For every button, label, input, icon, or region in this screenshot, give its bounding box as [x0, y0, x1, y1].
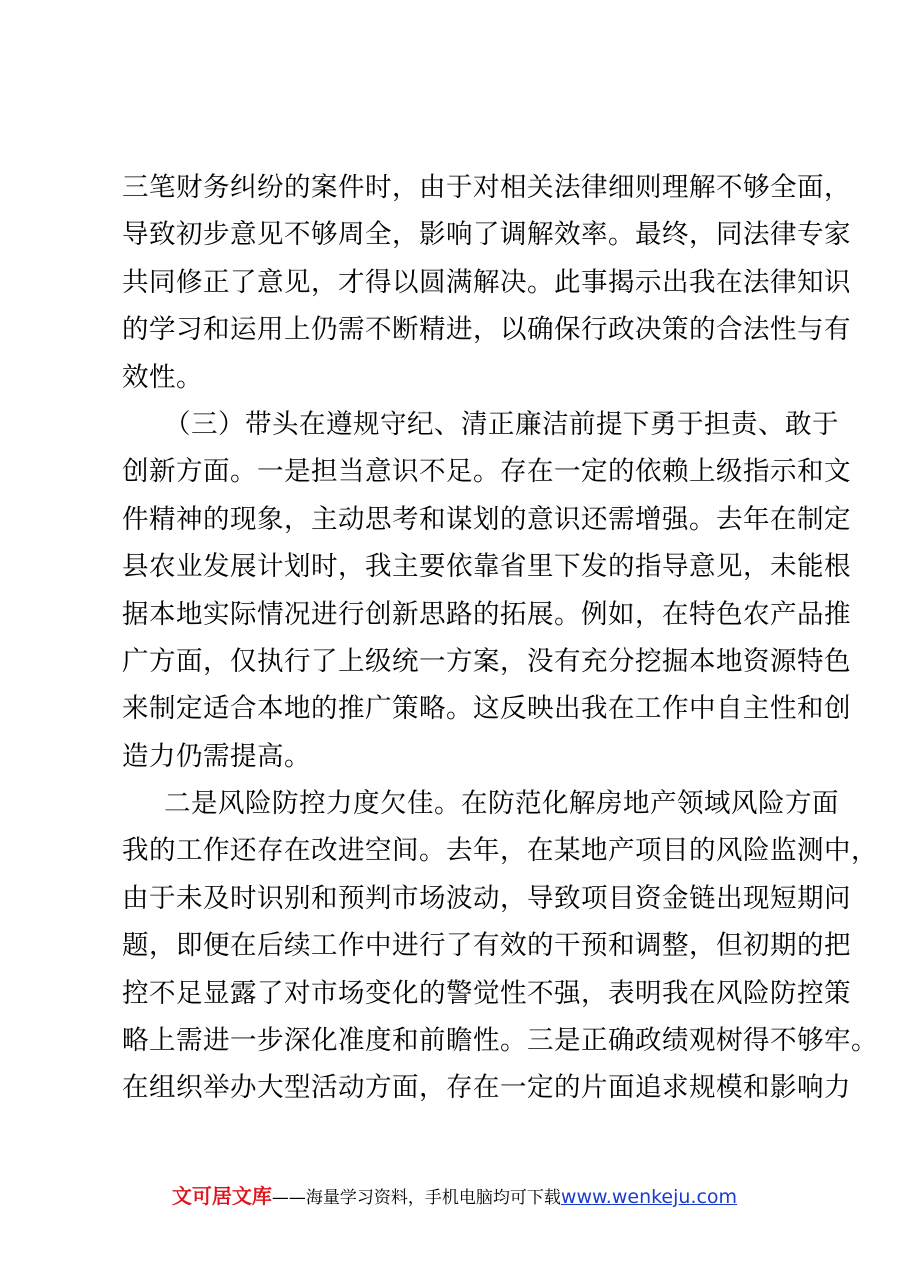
text-line: 在组织举办大型活动方面，存在一定的片面追求规模和影响力 [122, 1072, 851, 1104]
text-line: 据本地实际情况进行创新思路的拓展。例如，在特色农产品推 [122, 598, 851, 630]
text-line: 来制定适合本地的推广策略。这反映出我在工作中自主性和创 [122, 693, 851, 725]
paragraph-start-line: 二是风险防控力度欠佳。在防范化解房地产领域风险方面 [164, 788, 839, 820]
text-line: 导致初步意见不够周全，影响了调解效率。最终，同法律专家 [122, 219, 851, 251]
text-line: 广方面，仅执行了上级统一方案，没有充分挖掘本地资源特色 [122, 645, 851, 677]
text-line: 控不足显露了对市场变化的警觉性不强，表明我在风险防控策 [122, 977, 851, 1009]
text-line: 的学习和运用上仍需不断精进，以确保行政决策的合法性与有 [122, 314, 851, 346]
footer-tagline: ——海量学习资料，手机电脑均可下载 [271, 1188, 561, 1208]
footer-brand: 文可居文库 [171, 1184, 272, 1208]
section-heading-line: （三）带头在遵规守纪、清正廉洁前提下勇于担责、敢于 [164, 408, 839, 440]
text-line: 件精神的现象，主动思考和谋划的意识还需增强。去年在制定 [122, 503, 851, 535]
text-line: 略上需进一步深化准度和前瞻性。三是正确政绩观树得不够牢。 [122, 1025, 878, 1057]
footer-url-link[interactable]: www.wenkeju.com [560, 1186, 738, 1208]
text-line: 三笔财务纠纷的案件时，由于对相关法律细则理解不够全面， [122, 172, 851, 203]
text-line: 由于未及时识别和预判市场波动，导致项目资金链出现短期问 [122, 882, 851, 914]
text-line: 效性。 [122, 361, 203, 393]
document-body [122, 164, 878, 1112]
text-line: 造力仍需提高。 [122, 740, 311, 772]
footer-banner [0, 1180, 909, 1209]
text-line: 创新方面。一是担当意识不足。存在一定的依赖上级指示和文 [122, 456, 851, 488]
text-line: 县农业发展计划时，我主要依靠省里下发的指导意见，未能根 [122, 551, 851, 583]
text-line: 我的工作还存在改进空间。去年，在某地产项目的风险监测中， [122, 835, 878, 867]
text-line: 共同修正了意见，才得以圆满解决。此事揭示出我在法律知识 [122, 266, 851, 298]
text-line: 题，即便在后续工作中进行了有效的干预和调整，但初期的把 [122, 930, 851, 962]
